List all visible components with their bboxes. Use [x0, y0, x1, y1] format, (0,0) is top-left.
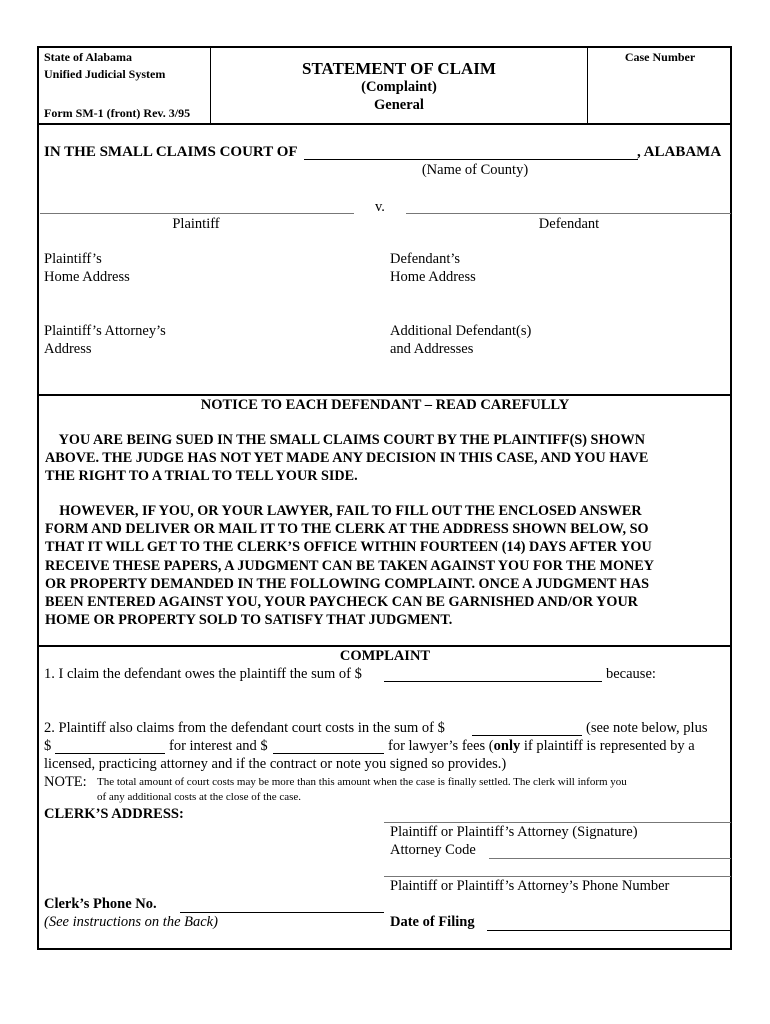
notice-p2-line: OR PROPERTY DEMANDED IN THE FOLLOWING COMPLAINT. ONCE A JUDGMENT HAS — [45, 575, 649, 592]
phone-number-label: Plaintiff or Plaintiff’s Attorney’s Phone Number — [390, 878, 670, 894]
court-suffix: , ALABAMA — [637, 144, 722, 160]
notice-p2-line: FORM AND DELIVER OR MAIL IT TO THE CLERK AT THE ADDRESS SHOWN BELOW, SO — [45, 521, 649, 538]
attorney-address-label-1: Plaintiff’s Attorney’s — [44, 323, 166, 339]
claim-item-1: 1. I claim the defendant owes the plaintiff the sum of $ — [44, 666, 362, 682]
plaintiff-name-field[interactable] — [40, 213, 354, 214]
form-title: STATEMENT OF CLAIM — [302, 59, 496, 78]
header-bottom-rule — [38, 123, 732, 125]
notice-p2-line: HOWEVER, IF YOU, OR YOUR LAWYER, FAIL TO FILL OUT THE ENCLOSED ANSWER — [45, 503, 642, 519]
claim-item-1-suffix: because: — [606, 666, 656, 682]
note-label: NOTE: — [44, 774, 87, 790]
clerk-phone-field[interactable] — [180, 912, 384, 913]
court-costs-field[interactable] — [472, 735, 582, 736]
date-of-filing-label: Date of Filing — [390, 914, 475, 930]
clerk-address-field[interactable] — [44, 826, 374, 890]
notice-p1-line: ABOVE. THE JUDGE HAS NOT YET MADE ANY DECISION IN THIS CASE, AND YOU HAVE — [45, 450, 649, 467]
versus-label: v. — [375, 199, 385, 215]
additional-defendants-label-2: and Addresses — [390, 341, 474, 357]
complaint-heading: COMPLAINT — [339, 648, 431, 664]
attorney-code-label: Attorney Code — [390, 842, 476, 858]
county-caption: (Name of County) — [421, 162, 529, 178]
claim-item-2-text: 2. Plaintiff also claims from the defendant court costs in the sum of $ — [44, 720, 445, 736]
county-field[interactable] — [304, 159, 638, 160]
interest-field[interactable] — [55, 753, 165, 754]
date-of-filing-field[interactable] — [487, 930, 731, 931]
additional-defendants-label-1: Additional Defendant(s) — [390, 323, 532, 339]
court-prefix: IN THE SMALL CLAIMS COURT OF — [44, 144, 298, 160]
notice-paragraph-2 — [45, 502, 735, 629]
case-number-field[interactable] — [592, 68, 728, 118]
note-text-line-1: The total amount of court costs may be more than this amount when the case is finally settled. The clerk will inform you — [97, 776, 627, 788]
lawyer-fees-label — [388, 738, 695, 755]
defendant-caption: Defendant — [538, 216, 600, 232]
claim-item-2-note-ref: (see note below, plus — [586, 720, 708, 736]
state-label: State of Alabama — [44, 50, 132, 64]
interest-label: for interest and $ — [169, 738, 268, 754]
lawyer-fees-field[interactable] — [273, 753, 384, 754]
attorney-code-field[interactable] — [489, 858, 731, 859]
lawyer-fees-text: for lawyer’s fees ( — [388, 738, 494, 754]
defendant-name-field[interactable] — [406, 213, 731, 214]
form-category: General — [374, 97, 424, 113]
notice-p2-line: RECEIVE THESE PAPERS, A JUDGMENT CAN BE TAKEN AGAINST YOU FOR THE MONEY — [45, 557, 654, 574]
plaintiff-address-label-1: Plaintiff’s — [44, 251, 102, 267]
lawyer-fees-condition: if plaintiff is represented by a — [523, 738, 695, 754]
notice-bottom-rule — [38, 645, 732, 647]
clerk-phone-label: Clerk’s Phone No. — [44, 896, 157, 912]
plaintiff-caption: Plaintiff — [172, 216, 220, 232]
notice-p2-line: HOME OR PROPERTY SOLD TO SATISFY THAT JUDGMENT. — [45, 612, 453, 629]
plaintiff-address-label-2: Home Address — [44, 269, 130, 285]
notice-p1-line: THE RIGHT TO A TRIAL TO TELL YOUR SIDE. — [45, 468, 358, 485]
notice-p1-line: YOU ARE BEING SUED IN THE SMALL CLAIMS COURT BY THE PLAINTIFF(S) SHOWN — [45, 432, 645, 448]
claim-item-2-line-3: licensed, practicing attorney and if the contract or note you signed so provides.) — [44, 756, 507, 772]
notice-heading: NOTICE TO EACH DEFENDANT – READ CAREFULLY — [200, 397, 570, 413]
dollar-sign: $ — [44, 738, 52, 754]
form-id-label: Form SM-1 (front) Rev. 3/95 — [44, 106, 191, 120]
phone-number-field[interactable] — [384, 876, 731, 877]
form-subtitle: (Complaint) — [361, 79, 437, 95]
notice-paragraph-1 — [45, 431, 735, 486]
claim-amount-field[interactable] — [384, 681, 602, 682]
attorney-address-label-2: Address — [44, 341, 92, 357]
clerk-address-label: CLERK’S ADDRESS: — [44, 806, 184, 822]
instructions-note: (See instructions on the Back) — [44, 914, 218, 930]
defendant-address-label-2: Home Address — [390, 269, 476, 285]
notice-p2-line: THAT IT WILL GET TO THE CLERK’S OFFICE WITHIN FOURTEEN (14) DAYS AFTER YOU — [45, 539, 652, 556]
notice-p2-line: BEEN ENTERED AGAINST YOU, YOUR PAYCHECK CAN BE GARNISHED AND/OR YOUR — [45, 594, 638, 611]
signature-field[interactable] — [384, 822, 731, 823]
only-emphasis: only — [493, 738, 521, 754]
note-text-line-2: of any additional costs at the close of the case. — [97, 791, 302, 803]
case-number-label: Case Number — [624, 50, 696, 64]
signature-label: Plaintiff or Plaintiff’s Attorney (Signature) — [390, 824, 638, 840]
parties-bottom-rule — [38, 394, 732, 396]
system-label: Unified Judicial System — [44, 67, 166, 81]
defendant-address-label-1: Defendant’s — [390, 251, 461, 267]
